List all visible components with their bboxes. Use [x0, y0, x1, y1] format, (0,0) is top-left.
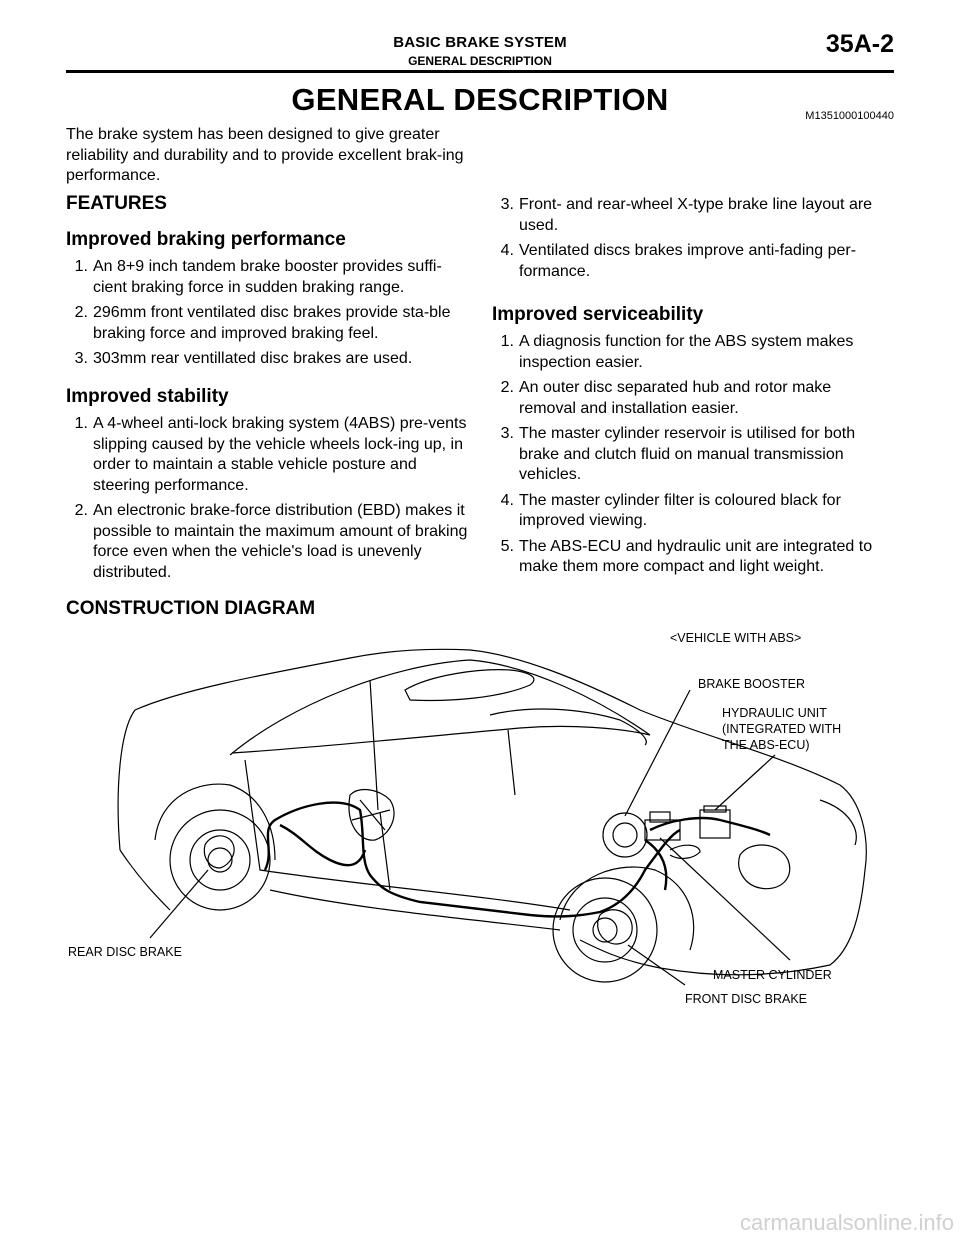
- document-id: M1351000100440: [805, 110, 894, 122]
- list-text: Ventilated discs brakes improve anti-fading per-formance.: [519, 242, 857, 280]
- list-number: 2.: [74, 502, 88, 519]
- list-text: An outer disc separated hub and rotor make removal and installation easier.: [519, 379, 832, 417]
- list-number: 1.: [74, 258, 88, 275]
- label-hydraulic-integrated: (INTEGRATED WITH: [722, 722, 842, 736]
- list-item: [66, 349, 474, 370]
- label-rear-disc-brake: REAR DISC BRAKE: [68, 945, 182, 959]
- list-number: 2.: [74, 304, 88, 321]
- label-master-cylinder: MASTER CYLINDER: [713, 968, 832, 982]
- construction-heading: CONSTRUCTION DIAGRAM: [66, 598, 316, 619]
- list-item: [492, 241, 892, 282]
- label-brake-booster: BRAKE BOOSTER: [698, 677, 805, 691]
- list-number: 4.: [500, 242, 514, 259]
- list-number: 1.: [500, 333, 514, 350]
- features-heading: FEATURES: [66, 193, 167, 214]
- label-front-disc-brake: FRONT DISC BRAKE: [685, 992, 808, 1006]
- page-number: 35A-2: [825, 30, 894, 58]
- list-item: [492, 537, 892, 578]
- diagram-variant-label: <VEHICLE WITH ABS>: [670, 631, 802, 645]
- braking-heading: Improved braking performance: [66, 229, 346, 250]
- list-text: The ABS-ECU and hydraulic unit are integrated to make them more compact and light weight.: [519, 537, 873, 575]
- label-hydraulic-abs-ecu: THE ABS-ECU): [722, 738, 810, 752]
- brake-components: [204, 790, 789, 944]
- brake-system-diagram: [60, 620, 910, 1020]
- list-item: [492, 378, 892, 419]
- list-item: [66, 257, 474, 298]
- list-text: An 8+9 inch tandem brake booster provides suffi-cient braking force in sudden braking range.: [93, 258, 442, 296]
- list-number: 3.: [74, 350, 88, 367]
- list-item: [492, 491, 892, 532]
- list-item: [66, 501, 474, 583]
- leader-lines: [150, 690, 790, 985]
- braking-list: [66, 257, 474, 375]
- braking-list-continued: [492, 195, 892, 287]
- list-number: 5.: [500, 537, 514, 555]
- stability-heading: Improved stability: [66, 386, 229, 407]
- list-text: 296mm front ventilated disc brakes provide sta-ble braking force and improved braking feel.: [93, 304, 451, 342]
- footer-watermark: carmanualsonline.info: [739, 1210, 954, 1235]
- header-section-title: BASIC BRAKE SYSTEM: [393, 34, 567, 51]
- stability-list: [66, 414, 474, 588]
- serviceability-heading: Improved serviceability: [492, 304, 704, 325]
- header-subsection-title: GENERAL DESCRIPTION: [408, 54, 552, 68]
- list-text: The master cylinder filter is coloured black for improved viewing.: [519, 491, 841, 529]
- brake-lines: [265, 803, 770, 917]
- label-hydraulic-unit: HYDRAULIC UNIT: [722, 706, 827, 720]
- list-text: A 4-wheel anti-lock braking system (4ABS) pre-vents slipping caused by the vehicle wheels lock-ing up, in order to maintain a stable vehicle posture and steering performance.: [93, 415, 467, 494]
- list-text: The master cylinder reservoir is utilised for both brake and clutch fluid on manual transmission vehicles.: [519, 425, 856, 483]
- list-text: A diagnosis function for the ABS system makes inspection easier.: [519, 333, 854, 371]
- list-number: 3.: [500, 196, 514, 213]
- list-number: 1.: [74, 415, 88, 432]
- list-item: [66, 303, 474, 344]
- list-item: [492, 195, 892, 236]
- list-number: 3.: [500, 425, 514, 442]
- page-title: GENERAL DESCRIPTION: [291, 82, 669, 117]
- header-rule: [66, 70, 894, 73]
- intro-paragraph: The brake system has been designed to give greater reliability and durability and to provide excellent brak-ing performance.: [66, 126, 464, 184]
- list-number: 2.: [500, 379, 514, 396]
- list-text: Front- and rear-wheel X-type brake line layout are used.: [519, 196, 873, 234]
- list-item: [66, 414, 474, 496]
- serviceability-list: [492, 332, 892, 583]
- list-item: [492, 332, 892, 373]
- list-item: [492, 424, 892, 486]
- list-number: 4.: [500, 491, 514, 509]
- list-text: 303mm rear ventillated disc brakes are used.: [93, 350, 413, 367]
- list-text: An electronic brake-force distribution (EBD) makes it possible to maintain the maximum amount of braking force even when the vehicle's load is unevenly distributed.: [93, 502, 468, 581]
- car-outline: [118, 649, 866, 982]
